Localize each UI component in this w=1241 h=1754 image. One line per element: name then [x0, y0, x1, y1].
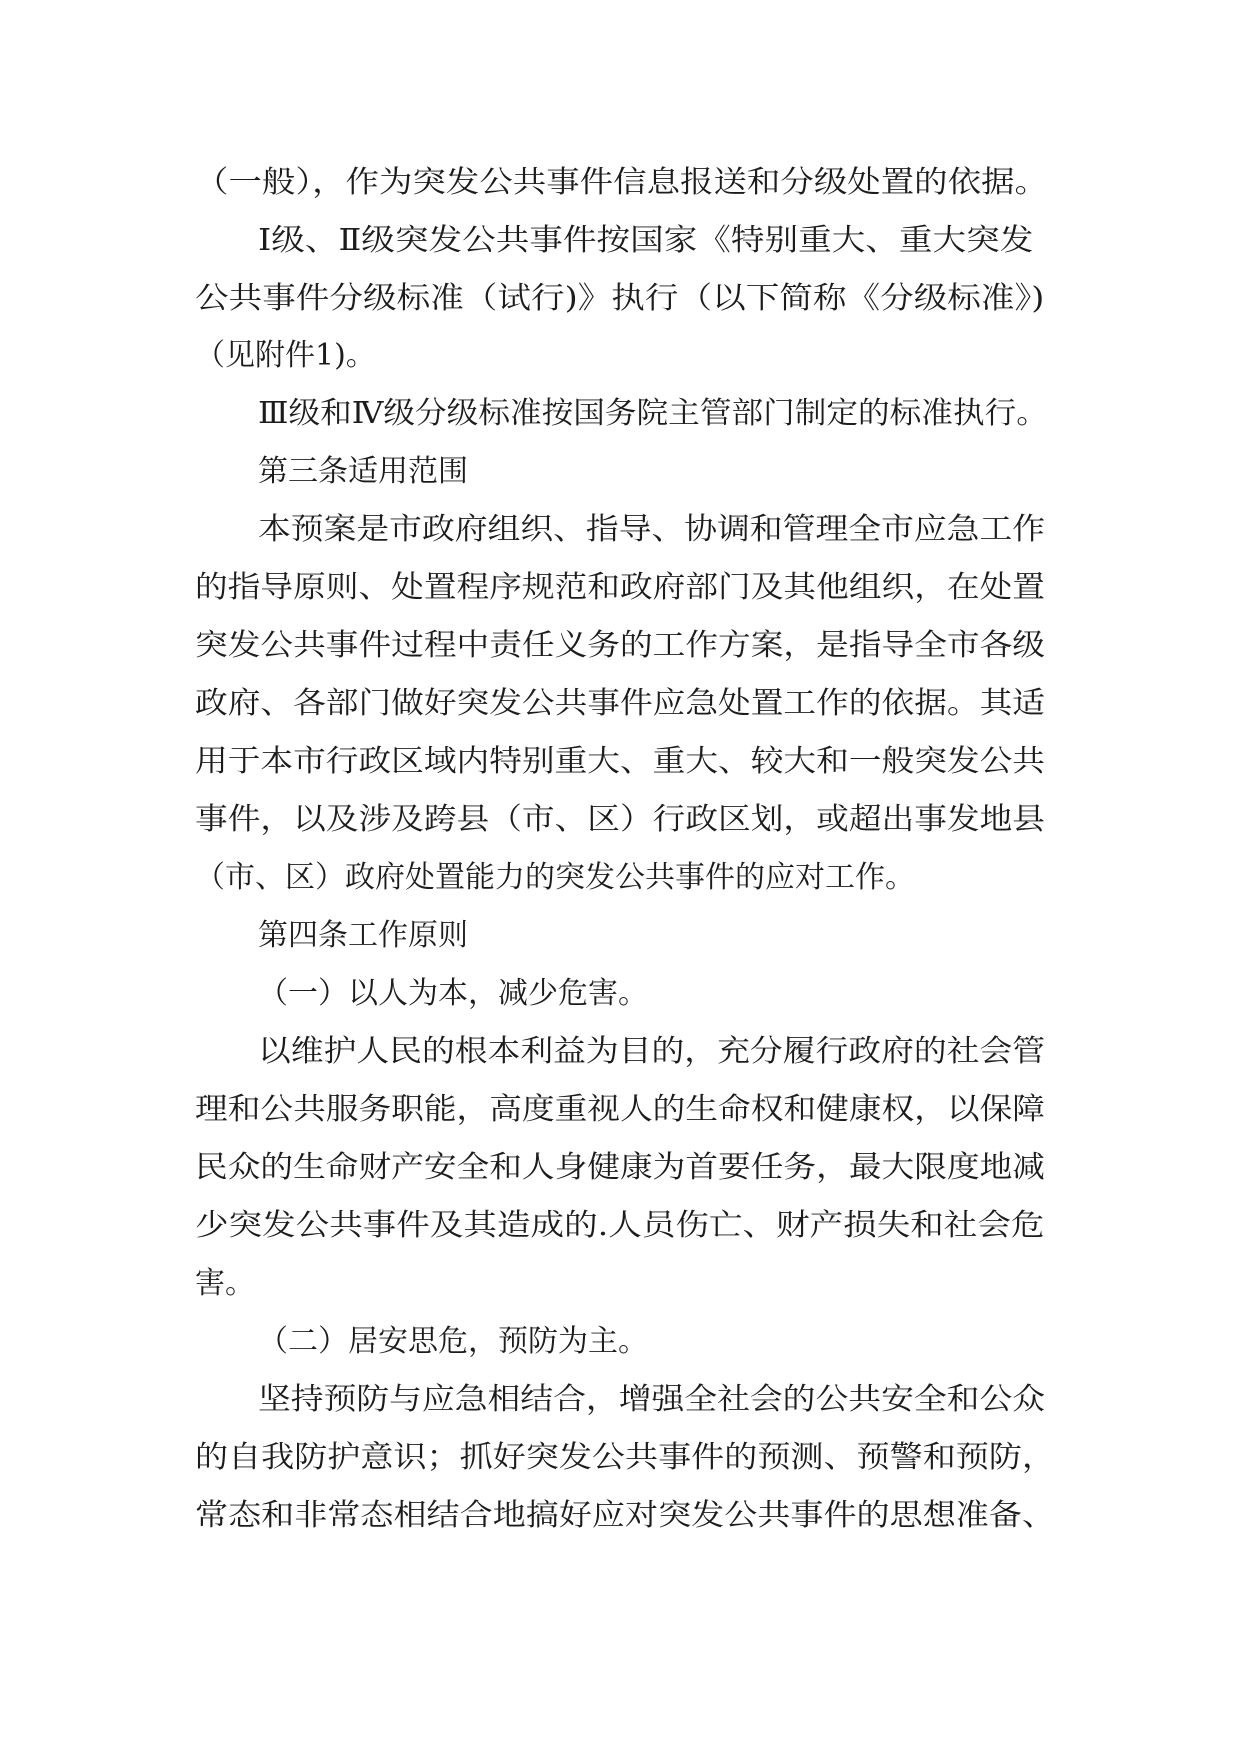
text-line: 政府、各部门做好突发公共事件应急处置工作的依据。其适	[195, 686, 1045, 721]
text-line: 事件，以及涉及跨县（市、区）行政区划，或超出事发地县	[195, 802, 1045, 837]
text-line: 用于本市行政区域内特别重大、重大、较大和一般突发公共	[195, 744, 1045, 779]
text-line: 突发公共事件过程中责任义务的工作方案，是指导全市各级	[195, 628, 1045, 663]
section-heading: 第四条工作原则	[258, 918, 468, 953]
text-line: 本预案是市政府组织、指导、协调和管理全市应急工作	[258, 512, 1046, 547]
text-line: 害。	[195, 1266, 255, 1301]
section-heading: 第三条适用范围	[258, 454, 468, 489]
text-line: （市、区）政府处置能力的突发公共事件的应对工作。	[195, 860, 915, 895]
text-line: 理和公共服务职能，高度重视人的生命权和健康权，以保障	[195, 1092, 1045, 1127]
text-line: 公共事件分级标准（试行)》执行（以下简称《分级标准》)	[195, 281, 1045, 316]
text-line: Ⅲ级和Ⅳ级分级标准按国务院主管部门制定的标准执行。	[258, 396, 1048, 431]
text-line: 坚持预防与应急相结合，增强全社会的公共安全和公众	[258, 1382, 1046, 1417]
text-line: 常态和非常态相结合地搞好应对突发公共事件的思想准备、	[195, 1498, 1056, 1533]
text-line: 的自我防护意识；抓好突发公共事件的预测、预警和预防，	[195, 1440, 1056, 1475]
subsection-heading: （一）以人为本，减少危害。	[258, 976, 648, 1011]
text-line: 以维护人民的根本利益为目的，充分履行政府的社会管	[258, 1034, 1046, 1069]
text-line: 民众的生命财产安全和人身健康为首要任务，最大限度地减	[195, 1150, 1045, 1185]
text-line: （见附件1)。	[195, 338, 376, 373]
text-line: Ⅰ级、Ⅱ级突发公共事件按国家《特别重大、重大突发	[258, 223, 1034, 258]
text-line: （一般），作为突发公共事件信息报送和分级处置的依据。	[195, 165, 1048, 200]
subsection-heading: （二）居安思危，预防为主。	[258, 1324, 648, 1359]
text-line: 的指导原则、处置程序规范和政府部门及其他组织，在处置	[195, 570, 1045, 605]
text-line: 少突发公共事件及其造成的.人员伤亡、财产损失和社会危	[195, 1208, 1045, 1243]
